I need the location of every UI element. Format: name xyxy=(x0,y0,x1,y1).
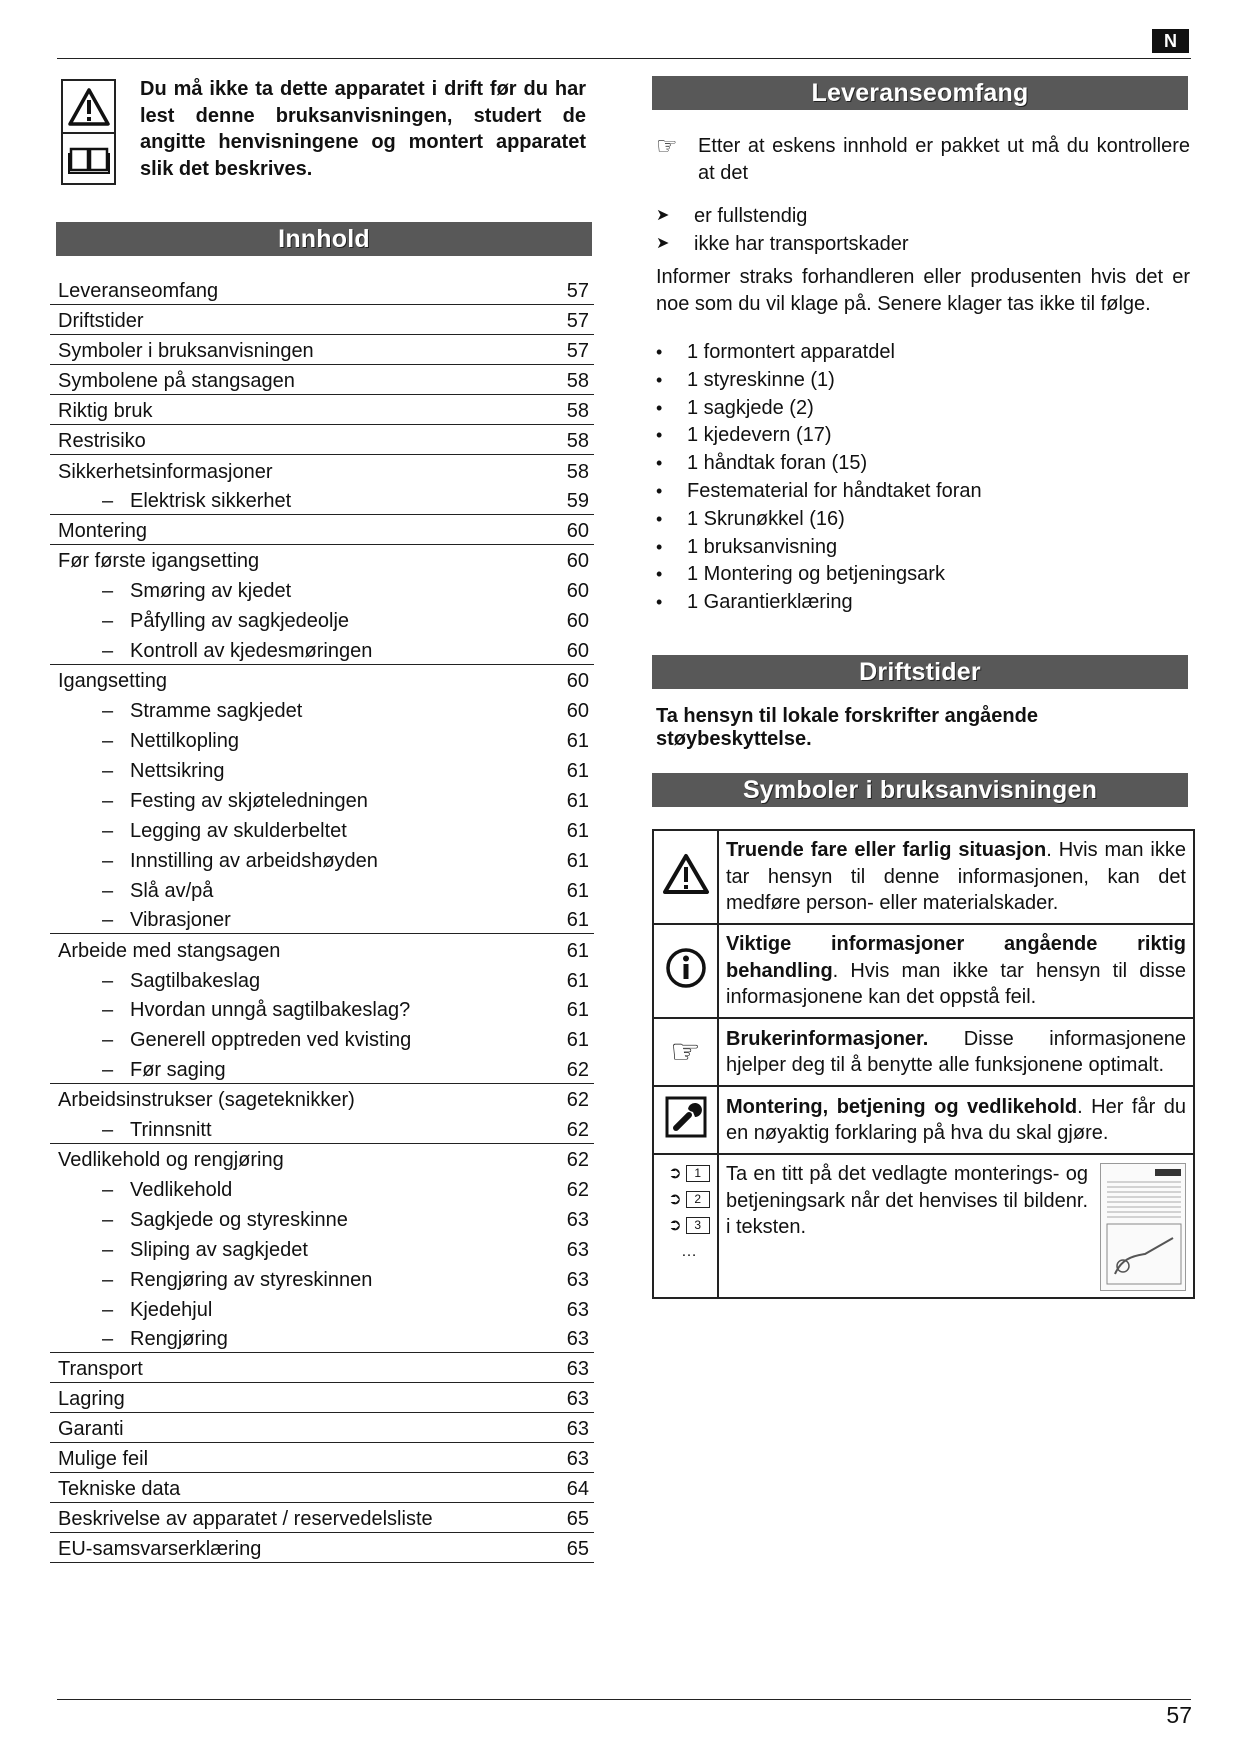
toc-entry xyxy=(50,455,594,485)
toc-entry-title: Igangsetting xyxy=(58,670,167,693)
toc-entry-title: Vedlikehold og rengjøring xyxy=(58,1149,284,1172)
toc-subentry: – Rengjøring 63 xyxy=(50,1323,594,1353)
check-item-text: er fullstendig xyxy=(694,205,808,227)
toc-entry-title: Innstilling av arbeidshøyden xyxy=(130,849,378,872)
toc-entry-page: 63 xyxy=(566,1298,589,1321)
delivery-item-text: 1 håndtak foran (15) xyxy=(687,452,868,475)
toc-entry-page: 63 xyxy=(566,1238,589,1261)
figure-number-box: 1 xyxy=(686,1165,710,1182)
toc-entry-page: 57 xyxy=(534,335,594,365)
bottom-divider xyxy=(57,1699,1191,1700)
arrow-icon: ➲ xyxy=(668,1191,682,1208)
toc-subentry: – Før saging 62 xyxy=(50,1053,594,1083)
toc-entry-title: Sikkerhetsinformasjoner xyxy=(58,460,273,483)
toc-entry xyxy=(50,515,594,545)
toc-entry-page: 59 xyxy=(534,485,594,515)
toc-entry-title: Riktig bruk xyxy=(58,400,153,423)
intro-icon-box xyxy=(61,79,116,185)
delivery-item xyxy=(656,450,1190,478)
toc-entry-title: Garanti xyxy=(58,1418,124,1441)
toc-entry-title: Festing av skjøteledningen xyxy=(130,789,368,812)
toc-entry-title: Smøring av kjedet xyxy=(130,580,292,603)
toc-entry-title: Vedlikehold xyxy=(130,1179,233,1202)
toc-entry-page: 60 xyxy=(534,634,594,664)
toc-entry-page: 61 xyxy=(566,879,589,902)
delivery-item-text: 1 styreskinne (1) xyxy=(687,368,835,391)
arrow-icon: ➲ xyxy=(668,1217,682,1234)
toc-entry-title: Vibrasjoner xyxy=(130,909,231,932)
toc-entry-page: 58 xyxy=(534,365,594,395)
delivery-item-text: 1 Garantierklæring xyxy=(687,591,853,614)
toc-subentry: – Sagkjede og styreskinne 63 xyxy=(50,1203,594,1233)
bullet-icon: • xyxy=(656,397,663,418)
toc-subentry: – Generell opptreden ved kvisting 61 xyxy=(50,1023,594,1053)
toc-entry-title: Arbeide med stangsagen xyxy=(58,939,281,962)
figure-number-box: 3 xyxy=(686,1217,710,1234)
assembly-sheet-thumbnail xyxy=(1100,1163,1186,1291)
toc-entry-page: 58 xyxy=(534,395,594,425)
bullet-icon: • xyxy=(656,480,663,501)
toc-entry xyxy=(50,365,594,395)
toc-entry-title: Påfylling av sagkjedeolje xyxy=(130,610,350,633)
toc-entry-title: Arbeidsinstrukser (sageteknikker) xyxy=(58,1089,355,1112)
toc-entry-page: 61 xyxy=(566,759,589,782)
toc-entry-title: Hvordan unngå sagtilbakeslag? xyxy=(130,999,411,1022)
toc-entry-page: 57 xyxy=(534,305,594,335)
ellipsis: … xyxy=(681,1243,697,1260)
toc-subentry: – Slå av/på 61 xyxy=(50,874,594,904)
bullet-icon: • xyxy=(656,592,663,613)
toc-entry-page: 58 xyxy=(566,460,589,483)
toc-heading: Innhold xyxy=(56,222,592,256)
toc-entry-page: 63 xyxy=(534,1443,594,1473)
operating-note: Ta hensyn til lokale forskrifter angående støybeskyttelse. xyxy=(656,705,1038,750)
bullet-icon: • xyxy=(656,425,663,446)
bullet-icon: • xyxy=(656,453,663,474)
symbol-desc-text: Disse informasjonene hjelper deg til å benytte alle funksjonene optimalt. xyxy=(726,1027,1186,1076)
toc-entry-page: 63 xyxy=(534,1413,594,1443)
bullet-icon: • xyxy=(656,369,663,390)
language-badge: N xyxy=(1152,29,1189,53)
delivery-heading: Leveranseomfang xyxy=(652,76,1188,110)
wrench-icon xyxy=(653,1086,718,1154)
check-item xyxy=(656,202,1190,230)
toc-entry-title: Generell opptreden ved kvisting xyxy=(130,1029,412,1052)
toc-subentry: – Elektrisk sikkerhet 59 xyxy=(50,485,594,515)
toc-entry-page: 61 xyxy=(566,849,589,872)
toc-entry-page: 60 xyxy=(566,550,589,573)
toc-entry-title: Leveranseomfang xyxy=(58,280,219,303)
toc-entry-page: 65 xyxy=(534,1532,594,1562)
toc-entry xyxy=(50,425,594,455)
toc-entry-page: 60 xyxy=(566,670,589,693)
toc-entry xyxy=(50,275,594,305)
toc-entry xyxy=(50,1443,594,1473)
toc-subentry: – Rengjøring av styreskinnen 63 xyxy=(50,1263,594,1293)
arrow-icon: ➲ xyxy=(668,1165,682,1182)
toc-subentry: – Stramme sagkjedet 60 xyxy=(50,694,594,724)
toc-entry-title: Stramme sagkjedet xyxy=(130,700,303,723)
toc-entry-page: 63 xyxy=(534,1323,594,1353)
delivery-item xyxy=(656,589,1190,617)
toc-entry-page: 60 xyxy=(534,515,594,545)
toc-subentry: – Trinnsnitt 62 xyxy=(50,1113,594,1143)
toc-entry-title: Trinnsnitt xyxy=(130,1118,212,1141)
symbol-desc-text: . Hvis man ikke tar hensyn til denne informasjonen, kan det medføre person- eller materialskader. xyxy=(726,839,1186,915)
toc-entry-title: Rengjøring xyxy=(130,1328,228,1351)
toc-entry-page: 61 xyxy=(534,904,594,934)
toc-entry-title: Transport xyxy=(58,1358,143,1381)
toc-entry xyxy=(50,1413,594,1443)
toc-entry-title: Sliping av sagkjedet xyxy=(130,1238,308,1261)
toc-entry xyxy=(50,335,594,365)
top-divider xyxy=(57,58,1191,59)
toc-entry xyxy=(50,1473,594,1503)
toc-entry-title: Sagkjede og styreskinne xyxy=(130,1209,348,1231)
toc-entry xyxy=(50,934,594,964)
toc-entry-title: Kontroll av kjedesmøringen xyxy=(130,639,373,662)
toc-entry-title: Restrisiko xyxy=(58,430,146,453)
figure-ref-icons xyxy=(653,1154,718,1298)
toc-subentry: – Nettsikring 61 xyxy=(50,754,594,784)
toc-entry-title: EU-samsvarserklæring xyxy=(58,1537,262,1560)
toc-entry-title: Symbolene på stangsagen xyxy=(58,370,295,393)
toc-entry-page: 65 xyxy=(534,1502,594,1532)
toc-entry xyxy=(50,1383,594,1413)
warning-triangle-icon xyxy=(63,81,114,132)
toc-entry-page: 64 xyxy=(534,1473,594,1503)
toc-entry-title: Elektrisk sikkerhet xyxy=(130,490,292,512)
arrow-bullet-icon: ➤ xyxy=(656,207,670,224)
toc-entry-page: 57 xyxy=(534,275,594,305)
delivery-item-text: 1 Montering og betjeningsark xyxy=(687,563,945,586)
arrow-bullet-icon: ➤ xyxy=(656,235,670,252)
toc-entry-page: 62 xyxy=(534,1113,594,1143)
bullet-icon: • xyxy=(656,508,663,529)
delivery-item-text: 1 formontert apparatdel xyxy=(687,341,895,363)
toc-subentry: – Kontroll av kjedesmøringen 60 xyxy=(50,634,594,664)
symbol-desc-text: . Her får du en nøyaktig forklaring på hva du skal gjøre. xyxy=(726,1095,1186,1144)
toc-subentry: – Sliping av sagkjedet 63 xyxy=(50,1233,594,1263)
delivery-item xyxy=(656,478,1190,506)
symbol-row-info xyxy=(653,924,1194,1018)
toc-entry xyxy=(50,544,594,574)
toc-entry xyxy=(50,1083,594,1113)
symbol-bold-text: Viktige informasjoner angående riktig behandling xyxy=(726,933,1186,982)
toc-entry-page: 61 xyxy=(566,789,589,812)
check-item xyxy=(656,230,1190,258)
toc-entry-page: 61 xyxy=(566,969,589,992)
delivery-check-text: Etter at eskens innhold er pakket ut må du kontrollere at det xyxy=(698,135,1190,184)
delivery-item-text: Festematerial for håndtaket foran xyxy=(687,479,982,502)
toc-subentry: – Smøring av kjedet 60 xyxy=(50,574,594,604)
bullet-icon: • xyxy=(656,536,663,557)
symbols-heading: Symboler i bruksanvisningen xyxy=(652,773,1188,807)
toc-entry-title: Driftstider xyxy=(58,310,144,333)
toc-entry-page: 60 xyxy=(566,700,589,723)
toc-entry-page: 61 xyxy=(566,730,589,752)
page-number: 57 xyxy=(1166,1702,1192,1728)
symbol-row-danger xyxy=(653,830,1194,924)
delivery-item xyxy=(656,339,1190,367)
toc-entry xyxy=(50,1353,594,1383)
figure-number-box: 2 xyxy=(686,1191,710,1208)
toc-subentry: – Festing av skjøteledningen 61 xyxy=(50,784,594,814)
symbol-row-figure-ref xyxy=(653,1154,1194,1298)
delivery-item xyxy=(656,422,1190,450)
toc-entry-page: 63 xyxy=(566,1209,589,1231)
toc-entry-title: Lagring xyxy=(58,1388,125,1411)
toc-subentry: – Kjedehjul 63 xyxy=(50,1293,594,1323)
symbol-bold-text: Truende fare eller farlig situasjon xyxy=(726,839,1047,862)
toc-subentry: – Påfylling av sagkjedeolje 60 xyxy=(50,604,594,634)
toc-entry-page: 62 xyxy=(534,1053,594,1083)
toc-entry-title: Sagtilbakeslag xyxy=(130,969,261,992)
toc-entry-title: Legging av skulderbeltet xyxy=(130,819,347,842)
manual-book-icon xyxy=(63,132,114,183)
toc-entry-title: Før første igangsetting xyxy=(58,550,260,573)
toc-subentry: – Legging av skulderbeltet 61 xyxy=(50,814,594,844)
delivery-item xyxy=(656,534,1190,562)
toc-subentry: – Hvordan unngå sagtilbakeslag? 61 xyxy=(50,994,594,1024)
toc-entry-page: 63 xyxy=(534,1353,594,1383)
toc-entry-title: Mulige feil xyxy=(58,1448,149,1470)
info-icon xyxy=(653,924,718,1018)
toc-entry-page: 61 xyxy=(566,939,589,962)
delivery-item xyxy=(656,395,1190,423)
delivery-item xyxy=(656,367,1190,395)
toc-entry-page: 62 xyxy=(566,1089,589,1112)
toc-entry-page: 62 xyxy=(566,1179,589,1202)
delivery-item xyxy=(656,506,1190,534)
delivery-item xyxy=(656,561,1190,589)
toc-subentry: – Vedlikehold 62 xyxy=(50,1173,594,1203)
toc-entry xyxy=(50,1532,594,1562)
symbol-row-user-info xyxy=(653,1018,1194,1086)
delivery-check-note xyxy=(656,133,1190,187)
toc-entry-title: Beskrivelse av apparatet / reservedelsliste xyxy=(58,1507,433,1530)
symbol-desc-text: . Hvis man ikke tar hensyn til disse informasjonene kan det oppstå feil. xyxy=(726,959,1186,1009)
toc-entry-title: Tekniske data xyxy=(58,1477,181,1500)
toc-entry-title: Nettsikring xyxy=(130,759,225,782)
toc-entry-title: Nettilkopling xyxy=(130,730,239,752)
bullet-icon: • xyxy=(656,564,663,585)
toc-entry-title: Symboler i bruksanvisningen xyxy=(58,340,314,363)
toc-entry-title: Slå av/på xyxy=(130,879,214,902)
toc-subentry: – Nettilkopling 61 xyxy=(50,724,594,754)
delivery-item-text: 1 sagkjede (2) xyxy=(687,396,814,419)
delivery-item-text: 1 Skrunøkkel (16) xyxy=(687,507,845,530)
toc-entry-page: 60 xyxy=(566,580,589,603)
delivery-check-list xyxy=(656,202,1190,258)
delivery-item-list xyxy=(656,339,1190,617)
delivery-item-text: 1 bruksanvisning xyxy=(687,535,838,558)
toc-entry-page: 61 xyxy=(566,819,589,842)
toc-entry-title: Før saging xyxy=(130,1058,226,1081)
symbol-bold-text: Brukerinformasjoner. xyxy=(726,1027,929,1050)
toc-entry-page: 62 xyxy=(566,1149,589,1172)
toc-entry-title: Rengjøring av styreskinnen xyxy=(130,1268,373,1291)
toc-subentry: – Innstilling av arbeidshøyden 61 xyxy=(50,844,594,874)
check-item-text: ikke har transportskader xyxy=(694,233,909,255)
symbol-row-assembly xyxy=(653,1086,1194,1154)
toc-entry-title: Kjedehjul xyxy=(130,1298,213,1321)
toc-entry xyxy=(50,664,594,694)
pointing-hand-icon: ☞ xyxy=(653,1018,718,1086)
toc-entry-page: 63 xyxy=(534,1383,594,1413)
toc-entry xyxy=(50,395,594,425)
symbol-bold-text: Montering, betjening og vedlikehold xyxy=(726,1095,1078,1118)
symbols-table xyxy=(652,829,1195,1299)
pointing-hand-icon: ☞ xyxy=(656,133,678,160)
toc-subentry: – Vibrasjoner 61 xyxy=(50,904,594,934)
delivery-item-text: 1 kjedevern (17) xyxy=(687,424,832,447)
toc-entry xyxy=(50,305,594,335)
delivery-inform-text: Informer straks forhandleren eller produsenten hvis det er noe som du vil klage på. Senere klager tas ikke til følge. xyxy=(656,266,1190,315)
toc-entry-page: 60 xyxy=(566,610,589,633)
toc-entry xyxy=(50,1143,594,1173)
toc-entry-page: 58 xyxy=(534,425,594,455)
toc-subentry: – Sagtilbakeslag 61 xyxy=(50,964,594,994)
figure-ref-text: Ta en titt på det vedlagte monterings- og betjeningsark når det henvises til bildenr. i teksten. xyxy=(726,1163,1088,1238)
toc-entry-page: 63 xyxy=(566,1268,589,1291)
bullet-icon: • xyxy=(656,342,663,362)
toc-entry-title: Montering xyxy=(58,519,147,542)
toc-entry-page: 61 xyxy=(566,999,589,1022)
toc-entry xyxy=(50,1502,594,1532)
intro-warning-text: Du må ikke ta dette apparatet i drift før du har lest denne bruksanvisningen, studert de angitte henvisningene og montert apparatet slik det beskrives. xyxy=(140,78,586,180)
warning-triangle-icon xyxy=(653,830,718,924)
toc-entry-page: 61 xyxy=(566,1029,589,1052)
operating-heading: Driftstider xyxy=(652,655,1188,689)
toc-table xyxy=(50,275,594,1563)
